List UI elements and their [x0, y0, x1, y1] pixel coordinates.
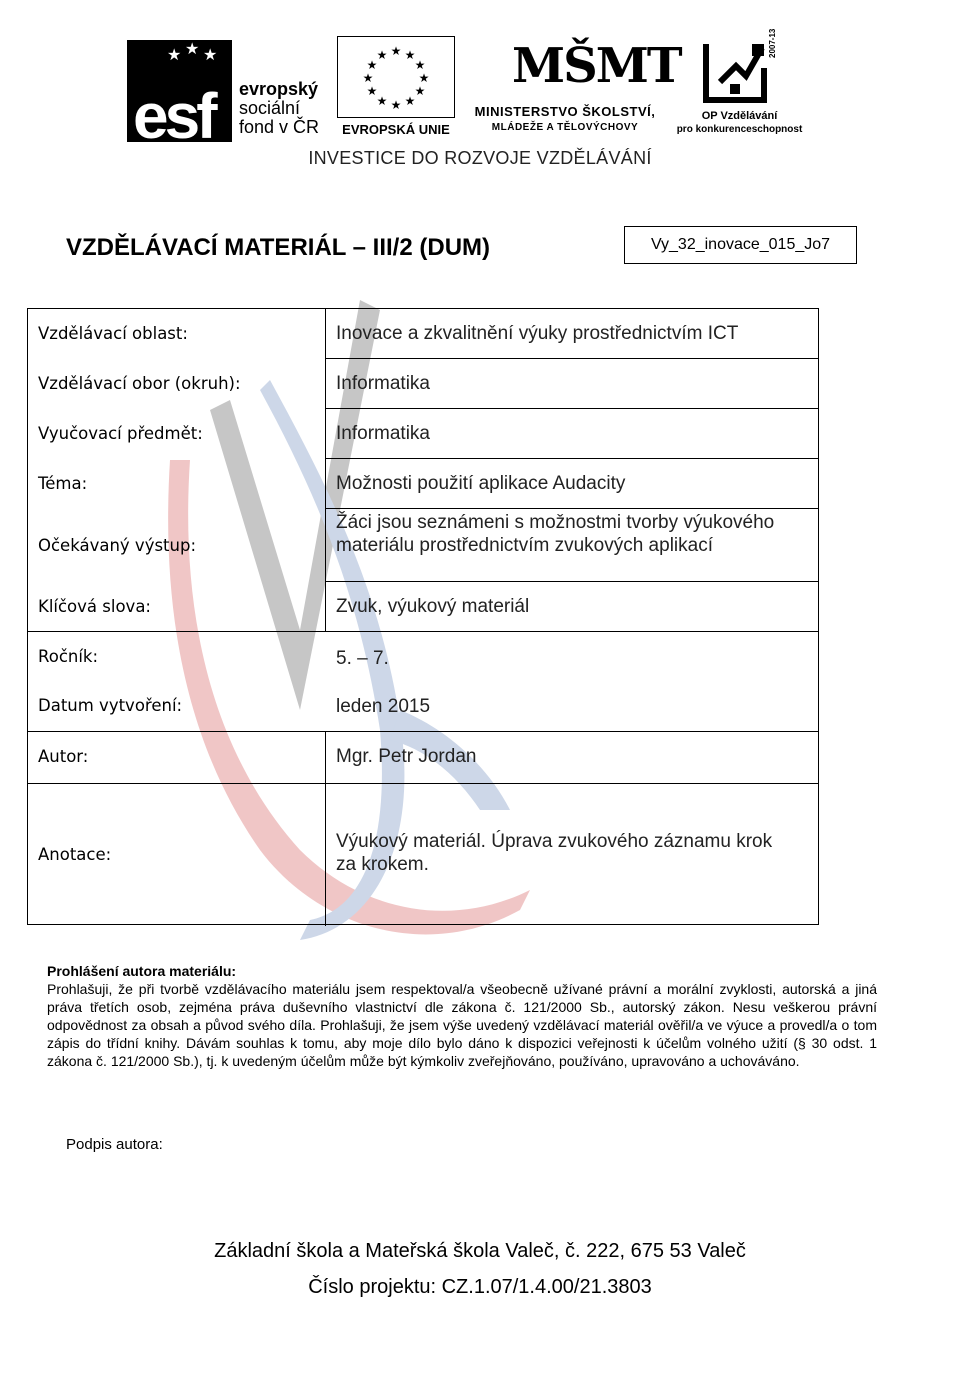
op-logo-line2: pro konkurenceschopnost: [676, 124, 803, 135]
msmt-logo: [460, 38, 681, 143]
msmt-logo-mark: MŠMT: [512, 38, 681, 94]
op-logo-line1: OP Vzdělávání: [701, 110, 778, 122]
eu-flag-icon: [337, 36, 455, 118]
label-tema: Téma:: [38, 474, 88, 493]
value-vyucovaci-predmet: Informatika: [336, 423, 430, 444]
label-datum-vytvoreni: Datum vytvoření:: [38, 696, 183, 715]
signature-label: Podpis autora:: [66, 1136, 163, 1153]
svg-text:★: ★: [404, 94, 416, 108]
svg-text:★: ★: [366, 58, 378, 72]
msmt-logo-line1: MINISTERSTVO ŠKOLSTVÍ,: [474, 104, 656, 119]
svg-text:★: ★: [362, 71, 374, 85]
op-logo-mark-icon: [700, 38, 770, 106]
project-number: Číslo projektu: CZ.1.07/1.4.00/21.3803: [308, 1276, 652, 1298]
value-klicova-slova: Zvuk, výukový materiál: [336, 596, 530, 617]
value-autor: Mgr. Petr Jordan: [336, 746, 477, 767]
value-tema: Možnosti použití aplikace Audacity: [336, 473, 626, 494]
eu-logo: [337, 36, 455, 144]
value-ocekavany-vystup: Žáci jsou seznámeni s možnostmi tvorby výukového materiálu prostřednictvím zvukových aplikací: [336, 512, 775, 556]
label-klicova-slova: Klíčová slova:: [38, 597, 151, 616]
svg-text:★: ★: [390, 44, 402, 58]
label-vyucovaci-predmet: Vyučovací předmět:: [38, 424, 203, 443]
value-vzdelavaci-oblast: Inovace a zkvalitnění výuky prostřednictvím ICT: [336, 323, 739, 344]
eu-logo-label: EVROPSKÁ UNIE: [342, 122, 450, 137]
label-anotace: Anotace:: [38, 845, 112, 864]
label-autor: Autor:: [38, 747, 89, 766]
label-rocnik: Ročník:: [38, 647, 99, 666]
logo-bar: [0, 28, 960, 152]
label-vzdelavaci-oblast: Vzdělávací oblast:: [38, 324, 188, 343]
svg-text:★: ★: [418, 71, 430, 85]
declaration-title: Prohlášení autora materiálu:: [47, 963, 237, 979]
svg-text:★: ★: [376, 94, 388, 108]
op-logo: [672, 28, 807, 138]
document-title: VZDĚLÁVACÍ MATERIÁL – III/2 (DUM): [66, 234, 491, 261]
svg-text:★: ★: [414, 58, 426, 72]
esf-logo-text: evropský sociální fond v ČR: [239, 79, 320, 137]
esf-logo-mark: ★ ★ ★ esf: [127, 40, 232, 142]
svg-text:★: ★: [376, 48, 388, 62]
svg-text:★: ★: [414, 84, 426, 98]
label-ocekavany-vystup: Očekávaný výstup:: [38, 536, 197, 555]
value-datum-vytvoreni: leden 2015: [336, 696, 431, 717]
esf-logo: [127, 40, 332, 152]
author-declaration: [47, 962, 877, 1070]
svg-text:★: ★: [390, 98, 402, 112]
declaration-text: Prohlašuji, že při tvorbě vzdělávacího materiálu jsem respektoval/a všeobecně užívané právní a morální zvyklosti, autorská a jiná práva třetích osob, zejména práva duševního vlastnictví dle zákona č. 121/2000 Sb., autorský zákon. Nesu veškerou právní odpovědnost za obsah a původ svého díla. Prohlašuji, že jsem výše uvedený vzdělávací materiál ověřil/a ve výuce a provedl/a o tom zápis do třídní knihy. Dávám souhlas k tomu, aby moje dílo bylo dáno k dispozici veřejnosti k účelům volného užití (§ 30 odst. 1 zákona č. 121/2000 Sb.), tj. k uvedeným účelům může být kýmkoliv zveřejňováno, používáno, upravováno a uchováváno.: [47, 981, 877, 1069]
document-code: Vy_32_inovace_015_Jo7: [624, 226, 857, 264]
value-anotace: Výukový materiál. Úprava zvukového záznamu krok za krokem.: [336, 831, 773, 875]
school-name: Základní škola a Mateřská škola Valeč, č. 222, 675 53 Valeč: [214, 1240, 746, 1262]
svg-text:★: ★: [366, 84, 378, 98]
msmt-logo-line2: MLÁDEŽE A TĚLOVÝCHOVY: [491, 122, 639, 133]
metadata-table: [27, 308, 819, 925]
tagline: INVESTICE DO ROZVOJE VZDĚLÁVÁNÍ: [308, 148, 652, 168]
label-vzdelavaci-obor: Vzdělávací obor (okruh):: [38, 374, 241, 393]
svg-text:★: ★: [404, 48, 416, 62]
value-rocnik: 5. – 7.: [336, 648, 389, 669]
op-logo-years: 2007-13: [768, 28, 777, 58]
value-vzdelavaci-obor: Informatika: [336, 373, 430, 394]
